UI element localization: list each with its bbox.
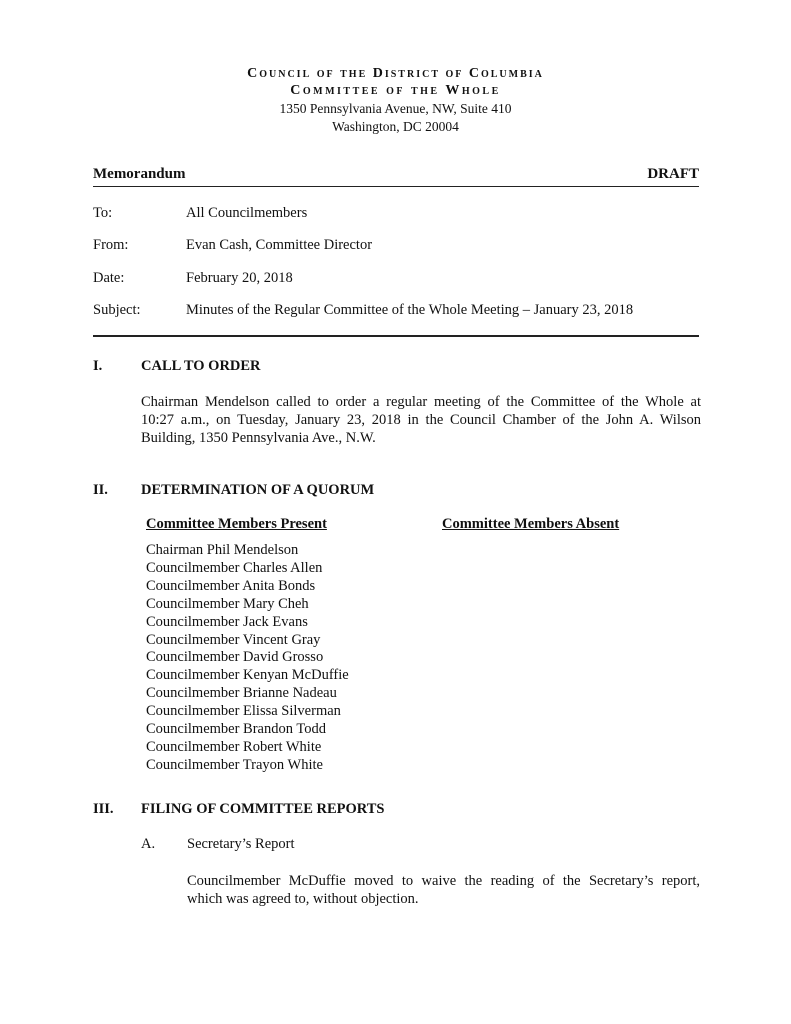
list-item: Councilmember Robert White — [146, 738, 322, 755]
header-divider — [93, 335, 699, 337]
members-present-heading: Committee Members Present — [146, 516, 327, 532]
field-label: Date: — [93, 270, 125, 286]
members-absent-heading: Committee Members Absent — [442, 516, 620, 532]
list-item: Chairman Phil Mendelson — [146, 542, 299, 558]
field-label: To: — [93, 205, 113, 221]
heading-divider — [93, 186, 699, 187]
field-value: Evan Cash, Committee Director — [186, 237, 373, 253]
letterhead-org: Council of the District of Columbia — [247, 66, 544, 81]
list-item: Councilmember Brandon Todd — [146, 721, 326, 738]
item-title: Secretary’s Report — [187, 836, 295, 852]
list-item: Councilmember Jack Evans — [146, 613, 308, 630]
list-item: Councilmember Kenyan McDuffie — [146, 667, 349, 684]
field-value: February 20, 2018 — [186, 270, 293, 286]
section-title: FILING OF COMMITTEE REPORTS — [141, 801, 385, 817]
item-label: A. — [141, 836, 156, 852]
list-item: Councilmember Vincent Gray — [146, 631, 321, 648]
paragraph-line: Building, 1350 Pennsylvania Ave., N.W. — [141, 430, 376, 446]
field-label: From: — [93, 237, 129, 253]
members-present-list — [146, 542, 349, 775]
section-number: I. — [93, 358, 103, 374]
paragraph-line: 10:27 a.m., on Tuesday, January 23, 2018 in the Council Chamber of the John A. Wilson — [141, 412, 701, 428]
paragraph-line: Councilmember McDuffie moved to waive the reading of the Secretary’s report, — [187, 873, 700, 889]
list-item: Councilmember Mary Cheh — [146, 595, 309, 612]
section-title: CALL TO ORDER — [141, 358, 261, 374]
secretary-report-paragraph — [187, 872, 700, 908]
list-item: Councilmember Trayon White — [146, 756, 323, 773]
memo-type: Memorandum — [93, 166, 186, 182]
memo-heading — [93, 166, 699, 183]
section-number: III. — [93, 801, 114, 817]
list-item: Councilmember Brianne Nadeau — [146, 685, 337, 702]
section-number: II. — [93, 482, 108, 498]
field-value: Minutes of the Regular Committee of the Whole Meeting – January 23, 2018 — [186, 302, 634, 318]
list-item: Councilmember David Grosso — [146, 649, 324, 666]
paragraph-line: Chairman Mendelson called to order a regular meeting of the Committee of the Whole at — [141, 394, 701, 410]
memo-status: DRAFT — [647, 166, 699, 182]
list-item: Councilmember Anita Bonds — [146, 577, 316, 594]
call-to-order-paragraph — [141, 393, 701, 447]
letterhead-committee: Committee of the Whole — [290, 83, 501, 98]
letterhead-address-line1: 1350 Pennsylvania Avenue, NW, Suite 410 — [279, 101, 512, 116]
paragraph-line: which was agreed to, without objection. — [187, 891, 419, 907]
letterhead-address-line2: Washington, DC 20004 — [332, 119, 459, 134]
list-item: Councilmember Charles Allen — [146, 559, 323, 576]
field-label: Subject: — [93, 302, 141, 318]
section-title: DETERMINATION OF A QUORUM — [141, 482, 375, 498]
list-item: Councilmember Elissa Silverman — [146, 703, 341, 720]
field-value: All Councilmembers — [186, 205, 308, 221]
